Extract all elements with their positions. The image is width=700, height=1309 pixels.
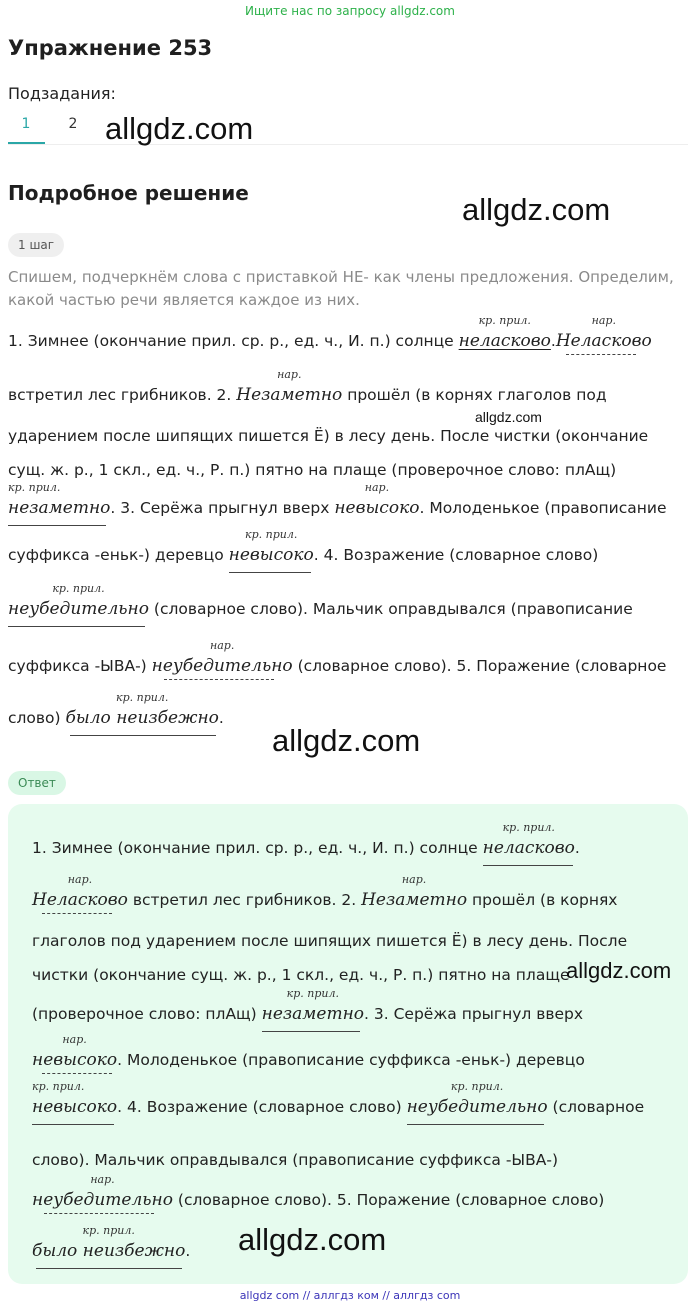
annotation-label: кр. прил. [450, 1080, 504, 1093]
answer-line: (проверочное слово: плАщ) кр. прил. незаметно . 3. Серёжа прыгнул вверх [32, 1004, 583, 1024]
annotation-label: кр. прил. [116, 691, 169, 704]
annotation-label: кр. прил. [286, 987, 339, 1000]
solution-line: встретил лес грибников. 2. нар. Незаметно прошёл (в корнях глаголов под [8, 368, 607, 405]
annotation-label: нар. [277, 368, 302, 381]
underlined-word: нар. неубедительно [152, 656, 293, 676]
underlined-word: кр. прил. неласково [458, 314, 551, 351]
underlined-word: нар. Неласково [32, 890, 128, 910]
answer-line: нар. невысоко . Молоденькое (правописание суффикса -еньк-) деревцо [32, 1050, 585, 1070]
tab-subtask-2[interactable]: 2 [68, 116, 78, 132]
active-tab-indicator [8, 142, 45, 144]
watermark: allgdz.com [105, 111, 254, 146]
solution-line: кр. прил. незаметно . 3. Серёжа прыгнул вверх нар. невысоко. Молоденькое (правописание [8, 498, 667, 518]
answer-line: кр. прил. было неизбежно . [32, 1241, 190, 1261]
solution-line: 1. Зимнее (окончание прил. ср. р., ед. ч., И. п.) солнце кр. прил. неласково. нар. Неласково [8, 331, 652, 351]
page-title: Упражнение 253 [8, 36, 213, 60]
answer-badge: Ответ [8, 771, 66, 795]
step-intro-text: Спишем, подчеркнём слова с приставкой НЕ- как члены предложения. Определим, какой частью речи является каждое из них. [8, 268, 674, 309]
underlined-word: кр. прил. невысоко [32, 1097, 117, 1117]
answer-line: 1. Зимнее (окончание прил. ср. р., ед. ч., И. п.) солнце кр. прил. неласково . [32, 838, 580, 858]
underlined-word: кр. прил. было неизбежно [32, 1241, 185, 1261]
solution-line: суффикса -еньк-) деревцо кр. прил. невысоко . 4. Возражение (словарное слово) [8, 545, 598, 565]
footer-links[interactable]: allgdz com // аллгдз ком // аллгдз com [239, 1289, 461, 1302]
underlined-word: кр. прил. незаметно [262, 1004, 364, 1024]
answer-line: нар. неубедительно (словарное слово). 5. Поражение (словарное слово) [32, 1190, 604, 1210]
watermark: allgdz.com [462, 192, 611, 227]
underlined-word: нар. невысоко [32, 1050, 117, 1070]
annotation-label: нар. [364, 481, 390, 494]
section-title: Подробное решение [8, 181, 249, 205]
annotation-label: кр. прил. [502, 821, 555, 834]
answer-line: глаголов под ударением после шипящих пишется Ё) в лесу день. После [32, 932, 628, 950]
watermark: allgdz.com [475, 409, 542, 425]
annotation-label: нар. [62, 1033, 87, 1046]
underlined-word: нар. неубедительно [32, 1190, 173, 1210]
underlined-word: нар. Неласково [556, 331, 652, 351]
annotation-label: нар. [591, 314, 616, 327]
watermark: allgdz.com [566, 958, 672, 983]
answer-box [8, 804, 688, 1284]
annotation-label: кр. прил. [82, 1224, 135, 1237]
annotation-label: кр. прил. [32, 1080, 85, 1093]
annotation-label: нар. [209, 639, 235, 652]
underlined-word: кр. прил. было неизбежно [66, 708, 219, 728]
solution-line: суффикса -ЫВА-) нар. неубедительно (словарное слово). 5. Поражение (словарное [8, 656, 666, 676]
text: 1. Зимнее (окончание прил. ср. р., ед. ч., И. п.) солнце [8, 332, 459, 350]
solution-line: ударением после шипящих пишется Ё) в лесу день. После чистки (окончание [8, 427, 649, 445]
annotation-label: нар. [67, 873, 93, 886]
watermark: allgdz.com [272, 723, 421, 758]
annotation-label: нар. [401, 873, 427, 886]
underlined-word: кр. прил. незаметно [8, 498, 110, 518]
subtasks-label: Подзадания: [8, 84, 116, 103]
annotation-label: нар. [90, 1173, 115, 1186]
annotation-label: кр. прил. [478, 314, 531, 327]
answer-line: слово). Мальчик оправдывался (правописание суффикса -ЫВА-) [32, 1151, 558, 1169]
solution-line: кр. прил. неубедительно (словарное слово). Мальчик оправдывался (правописание [8, 599, 633, 619]
annotation-label: кр. прил. [52, 582, 105, 595]
underlined-word: нар. Незаметно [236, 368, 343, 405]
answer-line: чистки (окончание сущ. ж. р., 1 скл., ед. ч., Р. п.) пятно на плаще [32, 966, 570, 984]
underlined-word: нар. Незаметно [361, 873, 468, 910]
annotation-label: кр. прил. [245, 528, 298, 541]
answer-line: нар. Неласково встретил лес грибников. 2. нар. Незаметно прошёл (в корнях [32, 890, 617, 910]
tab-subtask-1[interactable]: 1 [21, 116, 31, 132]
underlined-word: кр. прил. неубедительно [8, 599, 149, 619]
annotation-label: кр. прил. [8, 481, 61, 494]
answer-line: кр. прил. невысоко . 4. Возражение (словарное слово) кр. прил. неубедительно (словарное [32, 1097, 644, 1117]
solution-line: слово) кр. прил. было неизбежно . [8, 708, 224, 728]
step-badge: 1 шаг [8, 233, 64, 257]
underlined-word: нар. невысоко [334, 481, 420, 518]
underlined-word: кр. прил. невысоко [229, 545, 314, 565]
solution-line: сущ. ж. р., 1 скл., ед. ч., Р. п.) пятно на плаще (проверочное слово: плАщ) [8, 461, 617, 479]
search-hint-banner[interactable]: Ищите нас по запросу allgdz.com [245, 4, 455, 18]
watermark: allgdz.com [238, 1222, 387, 1257]
underlined-word: кр. прил. неласково [483, 838, 575, 858]
underlined-word: кр. прил. неубедительно [407, 1097, 548, 1117]
